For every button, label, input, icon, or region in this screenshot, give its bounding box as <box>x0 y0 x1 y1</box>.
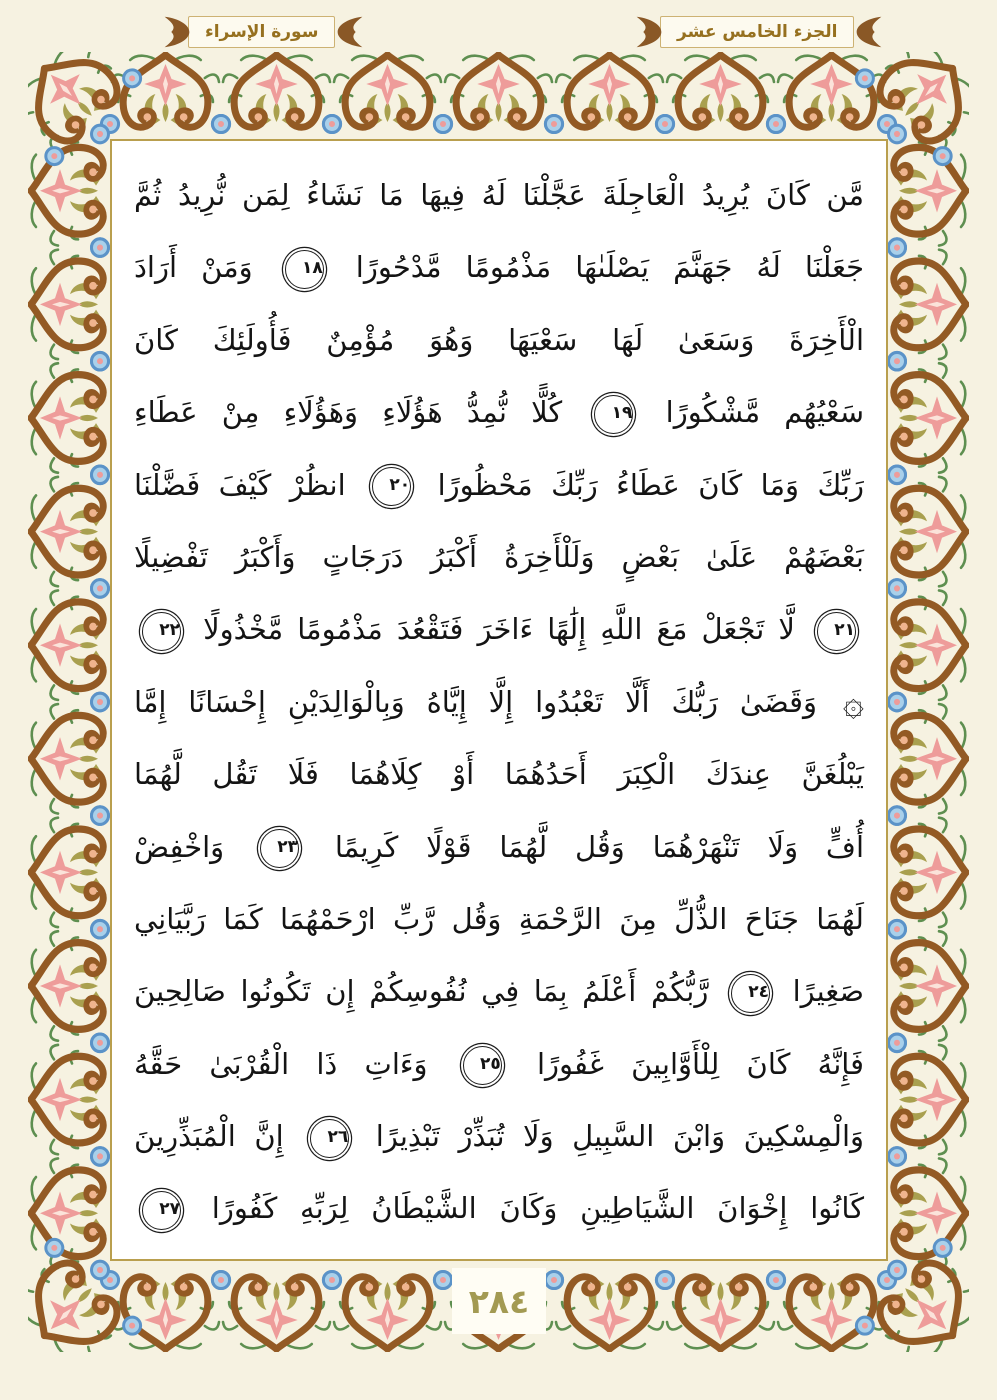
ogee-arch-floral-motif-icon <box>31 1034 109 1165</box>
verse-text: الْأَخِرَةَ وَسَعَىٰ لَهَا سَعْيَهَا وَهُوَ مُؤْمِنٌ فَأُولَئِكَ كَانَ <box>134 322 864 357</box>
heart-bracket-ornament-icon <box>162 13 192 51</box>
verse-number-medallion-icon: ١٨ <box>285 250 324 289</box>
verse-text: أُفٍّ وَلَا تَنْهَرْهُمَا وَقُل لَّهُمَا قَوْلًا كَرِيمًا <box>334 829 865 864</box>
quran-line <box>134 376 864 448</box>
ogee-arch-floral-motif-icon <box>889 239 967 370</box>
ogee-arch-floral-motif-icon <box>212 1272 340 1350</box>
quran-line <box>134 1172 864 1244</box>
ogee-arch-floral-motif-icon <box>767 1272 895 1350</box>
page-number: ٢٨٤ <box>468 1281 530 1321</box>
ogee-arch-floral-motif-icon <box>31 580 109 711</box>
ogee-arch-floral-motif-icon <box>545 55 673 133</box>
verse-text: يَبْلُغَنَّ عِندَكَ الْكِبَرَ أَحَدُهُمَا أَوْ كِلَاهُمَا فَلَا تَقُل لَّهُمَا <box>134 757 864 792</box>
ogee-arch-floral-motif-icon <box>889 693 967 824</box>
verse-text: كَانُوا إِخْوَانَ الشَّيَاطِينِ وَكَانَ الشَّيْطَانُ لِرَبِّهِ كَفُورًا <box>211 1191 865 1226</box>
ogee-arch-floral-motif-icon <box>323 55 451 133</box>
quran-line <box>134 304 864 376</box>
ogee-arch-floral-motif-icon <box>889 466 967 597</box>
verse-text: جَعَلْنَا لَهُ جَهَنَّمَ يَصْلَىٰهَا مَذْمُومًا مَّدْحُورًا <box>355 250 864 285</box>
ogee-arch-floral-motif-icon <box>31 807 109 938</box>
ogee-arch-floral-motif-icon <box>323 1272 451 1350</box>
verse-text: كُلًّا نُّمِدُّ هَؤُلَاءِ وَهَؤُلَاءِ مِنْ عَطَاءِ <box>134 395 563 430</box>
verse-text: مَّن كَانَ يُرِيدُ الْعَاجِلَةَ عَجَّلْنَا لَهُ فِيهَا مَا نَشَاءُ لِمَن نُّرِيدُ ثُمَّ <box>134 178 864 212</box>
quran-line <box>134 1028 864 1100</box>
ogee-arch-floral-motif-icon <box>767 55 895 133</box>
verse-text: سَعْيُهُم مَّشْكُورًا <box>665 395 865 430</box>
ogee-arch-floral-motif-icon <box>889 352 967 483</box>
ogee-arch-floral-motif-icon <box>31 239 109 370</box>
heart-bracket-ornament-icon <box>634 13 664 51</box>
ogee-arch-floral-motif-icon <box>434 55 562 133</box>
quran-line <box>134 1100 864 1172</box>
quran-line <box>134 521 864 593</box>
verse-number-medallion-icon: ٢٤ <box>731 974 770 1013</box>
surah-title: سورة الإسراء <box>188 16 335 48</box>
ogee-arch-floral-motif-icon <box>889 1148 967 1279</box>
verse-text: وَالْمِسْكِينَ وَابْنَ السَّبِيلِ وَلَا تُبَذِّرْ تَبْذِيرًا <box>375 1119 865 1154</box>
verse-text: لَهُمَا جَنَاحَ الذُّلِّ مِنَ الرَّحْمَةِ وَقُل رَّبِّ ارْحَمْهُمَا كَمَا رَبَّيَانِي <box>134 901 864 936</box>
verse-number-medallion-icon: ٢٥ <box>463 1046 502 1085</box>
quran-line <box>134 666 864 738</box>
verse-number-medallion-icon: ٢٦ <box>310 1119 349 1158</box>
verse-text: وَقَضَىٰ رَبُّكَ أَلَّا تَعْبُدُوا إِلَّا إِيَّاهُ وَبِالْوَالِدَيْنِ إِحْسَانًا إِمَّا <box>134 684 818 719</box>
ogee-arch-floral-motif-icon <box>31 352 109 483</box>
verse-number-medallion-icon: ٢٣ <box>260 829 299 868</box>
quran-line <box>134 811 864 883</box>
verse-text: صَغِيرًا <box>792 974 864 1009</box>
ogee-arch-floral-motif-icon <box>31 466 109 597</box>
verse-text: وَءَاتِ ذَا الْقُرْبَىٰ حَقَّهُ <box>134 1046 428 1081</box>
verse-text: بَعْضَهُمْ عَلَىٰ بَعْضٍ وَلَلْأَخِرَةُ أَكْبَرُ دَرَجَاتٍ وَأَكْبَرُ تَفْضِيلًا <box>134 539 864 574</box>
quran-line <box>134 231 864 303</box>
ogee-arch-floral-motif-icon <box>656 1272 784 1350</box>
quran-line <box>134 159 864 231</box>
surah-header <box>166 12 365 52</box>
ogee-arch-floral-motif-icon <box>889 807 967 938</box>
heart-bracket-ornament-icon <box>854 13 884 51</box>
ogee-arch-floral-motif-icon <box>212 55 340 133</box>
page-number-box <box>452 1268 546 1334</box>
ogee-arch-floral-motif-icon <box>31 125 109 256</box>
quran-line <box>134 883 864 955</box>
verse-text: رَبِّكَ وَمَا كَانَ عَطَاءُ رَبِّكَ مَحْظُورًا <box>437 467 865 502</box>
verse-text: إِنَّ الْمُبَذِّرِينَ <box>134 1119 284 1154</box>
verse-text: انظُرْ كَيْفَ فَضَّلْنَا <box>134 467 346 502</box>
heart-bracket-ornament-icon <box>335 13 365 51</box>
juz-header <box>638 12 884 52</box>
quran-line <box>134 449 864 521</box>
verse-text: فَإِنَّهُ كَانَ لِلْأَوَّابِينَ غَفُورًا <box>537 1046 865 1081</box>
ogee-arch-floral-motif-icon <box>656 55 784 133</box>
ogee-arch-floral-motif-icon <box>31 693 109 824</box>
quran-line <box>134 955 864 1027</box>
verse-number-medallion-icon: ٢٧ <box>142 1191 181 1230</box>
ogee-arch-floral-motif-icon <box>101 1272 229 1350</box>
verse-number-medallion-icon: ٢٠ <box>372 467 411 506</box>
ogee-arch-floral-motif-icon <box>31 1148 109 1279</box>
verse-text: وَاخْفِضْ <box>134 829 225 864</box>
verse-number-medallion-icon: ١٩ <box>594 395 633 434</box>
ogee-arch-floral-motif-icon <box>889 1034 967 1165</box>
verse-number-medallion-icon: ٢١ <box>817 612 856 651</box>
ogee-arch-floral-motif-icon <box>31 920 109 1051</box>
ogee-arch-floral-motif-icon <box>889 920 967 1051</box>
verse-text: لَّا تَجْعَلْ مَعَ اللَّهِ إِلَٰهًا ءَاخَرَ فَتَقْعُدَ مَذْمُومًا مَّخْذُولًا <box>203 612 795 647</box>
quran-line <box>134 593 864 665</box>
quran-text <box>110 139 888 1261</box>
ogee-arch-floral-motif-icon <box>889 125 967 256</box>
verse-text: وَمَنْ أَرَادَ <box>134 250 253 285</box>
juz-title: الجزء الخامس عشر <box>660 16 854 48</box>
rub-el-hizb-star-icon: ۞ <box>842 682 864 724</box>
quran-line <box>134 738 864 810</box>
ogee-arch-floral-motif-icon <box>545 1272 673 1350</box>
ogee-arch-floral-motif-icon <box>889 580 967 711</box>
verse-number-medallion-icon: ٢٢ <box>142 612 181 651</box>
ogee-arch-floral-motif-icon <box>101 55 229 133</box>
verse-text: رَّبُّكُمْ أَعْلَمُ بِمَا فِي نُفُوسِكُمْ إِن تَكُونُوا صَالِحِينَ <box>134 974 709 1009</box>
